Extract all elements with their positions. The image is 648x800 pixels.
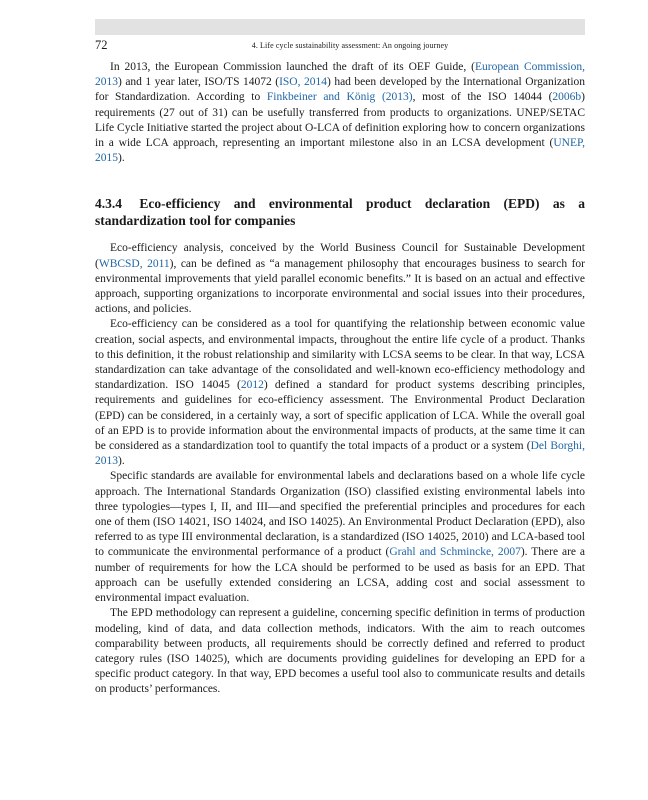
header-band — [95, 19, 585, 35]
paragraph-eco-efficiency-tool: Eco-efficiency can be considered as a tool for quantifying the relationship between economic value creation, social aspects, and environmental impacts, throughout the entire life cycle of a product. Thanks to this definition, it the robust relationship and similarity with LCSA seems to be clear. In that way, LCSA standardization can take advantage of the consolidated and well-known eco-efficiency methodology and standardization. ISO 14045 (2012) defined a standard for product systems describing principles, requirements and guidelines for eco-efficiency assessment. The Environmental Product Declaration (EPD) can be considered, in a certainly way, a sort of specific application of LCA. While the overall goal of an EPD is to provide information about the environmental impacts of products, at the same time it can be considered as a standardization tool to quantify the total impacts of a product or a system (Del Borghi, 2013). — [95, 318, 586, 468]
citation-link[interactable]: 2006b — [552, 91, 582, 104]
paragraph-epd-methodology: The EPD methodology can represent a guideline, concerning specific definition in terms of production modeling, kind of data, and data collection methods, indicators. With the aim to reach outcomes comparability between products, all requirements should be correctly defined and referred to product category rules (ISO 14025), which are documents providing guidelines for developing an EPD for a specific product category. In that way, EPD becomes a useful tool also to communicate results and details on products’ performances. — [95, 607, 585, 696]
citation-link[interactable]: WBCSD, 2011 — [98, 257, 170, 270]
section-title: Eco-efficiency and environmental product declaration (EPD) as a standardization tool for companies — [95, 196, 585, 228]
citation-link[interactable]: 2012 — [240, 379, 264, 392]
citation-link[interactable]: ISO, 2014 — [279, 76, 327, 89]
citation-link[interactable]: UNEP, 2015 — [95, 137, 585, 165]
citation-link[interactable]: European Commission, 2013 — [95, 61, 585, 89]
citation-link[interactable]: Grahl and Schmincke, 2007 — [389, 546, 521, 559]
citation-link[interactable]: Del Borghi, 2013 — [95, 440, 586, 468]
section-heading — [95, 196, 585, 229]
citation-link[interactable]: Finkbeiner and König (2013) — [266, 91, 413, 104]
paragraph-environmental-labels: Specific standards are available for environmental labels and declarations based on a whole life cycle approach. The International Standards Organization (ISO) classified existing environmental labels into three typologies—types I, II, and III—and specified the preferential principles and procedures for each one of them (ISO 14021, ISO 14024, and ISO 14025). An Environmental Product Declaration (EPD), also referred to as type III environmental declaration, is a standardized (ISO 14025, 2010) and LCA-based tool to communicate the environmental performance of a product (Grahl and Schmincke, 2007). There are a number of requirements for how the LCA should be performed to be used as basis for an EPD. That approach can be usefully extended considering an LCSA, adding cost and social assessment to environmental impact evaluation. — [95, 470, 586, 605]
page-number: 72 — [95, 38, 108, 52]
section-number: 4.3.4 — [95, 196, 122, 212]
paragraph-intro: In 2013, the European Commission launched the draft of its OEF Guide, (European Commission, 2013) and 1 year later, ISO/TS 14072 (ISO, 2014) had been developed by the International Organization for Standardization. According to Finkbeiner and König (2013), most of the ISO 14044 (2006b) requirements (27 out of 31) can be usefully transferred from products to organizations. UNEP/SETAC Life Cycle Initiative started the project about O-LCA of definition exploring how to concern organizations in a wide LCA approach, representing an important milestone also in an LCSA development (UNEP, 2015). — [95, 61, 586, 165]
page-body — [95, 60, 585, 698]
paragraph-eco-efficiency-definition: Eco-efficiency analysis, conceived by the World Business Council for Sustainable Development (WBCSD, 2011), can be defined as “a management philosophy that encourages business to search for environmental improvements that yield parallel economic benefits.” It is based on an actual and effective approach, supporting organizations to incorporate environmental and social issues into their procedures, actions, and policies. — [95, 242, 585, 316]
running-title: 4. Life cycle sustainability assessment: An ongoing journey — [251, 41, 449, 50]
